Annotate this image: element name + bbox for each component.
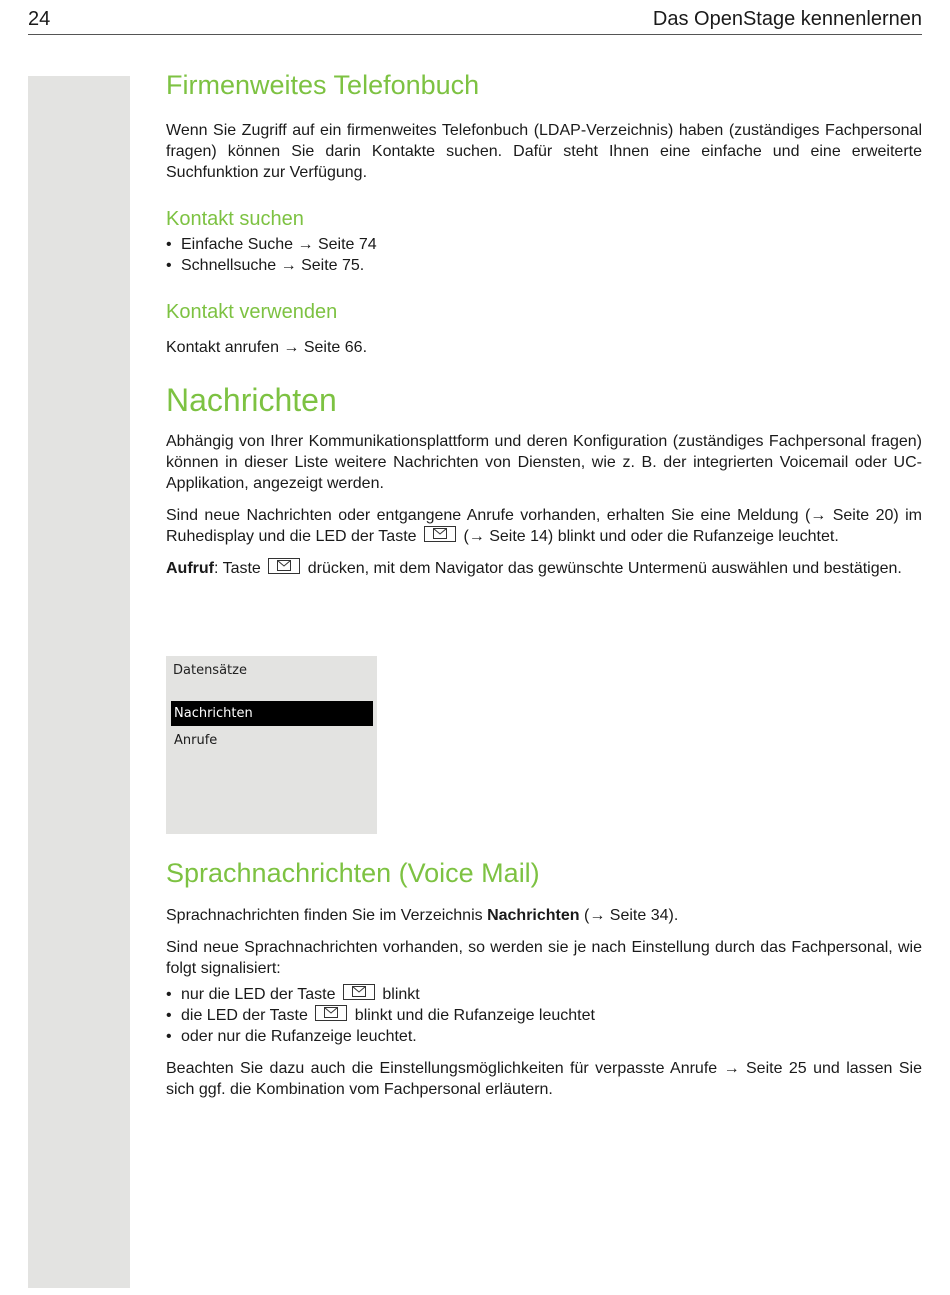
telefonbuch-intro: Wenn Sie Zugriff auf ein firmenweites Telefonbuch (LDAP-Verzeichnis) haben (zuständiges Fachpersonal fragen) können Sie darin Kontakte suchen. Dafür steht Ihnen eine einfache und eine erweiterte Suchfunktion zur Verfügung.	[166, 122, 922, 181]
nachrichten-p1: Abhängig von Ihrer Kommunikationsplattform und deren Konfiguration (zuständiges Fachpersonal fragen) können in dieser Liste weitere Nachrichten von Diensten, wie z. B. der integrierten Voicemail oder UC-Applikation, angezeigt werden.	[166, 433, 922, 492]
kontakt-suchen-list	[166, 234, 922, 276]
page-number: 24	[28, 8, 51, 30]
message-key-icon	[268, 558, 300, 574]
display-item-nachrichten[interactable]: Nachrichten	[171, 701, 373, 726]
text-span: : Taste	[213, 560, 261, 577]
list-item: • Schnellsuche → Seite 75.	[166, 255, 922, 276]
kontakt-verwenden-text: Kontakt anrufen → Seite 66.	[166, 339, 368, 356]
phone-display	[166, 656, 377, 834]
nachrichten-p3	[166, 558, 922, 579]
list-item: • oder nur die Rufanzeige leuchtet.	[166, 1026, 922, 1047]
aufruf-label: Aufruf	[166, 560, 214, 577]
chapter-title: Das OpenStage kennenlernen	[652, 8, 922, 30]
nachrichten-p2	[166, 505, 922, 547]
subheading-kontakt-verwenden: Kontakt verwenden	[166, 301, 338, 323]
main-content	[166, 66, 922, 579]
text-span: Sprachnachrichten finden Sie im Verzeichnis	[166, 907, 483, 924]
list-item	[166, 1005, 922, 1026]
list-item	[166, 984, 922, 1005]
section-heading-voicemail: Sprachnachrichten (Voice Mail)	[166, 858, 540, 888]
text-span: blinkt	[382, 986, 420, 1003]
text-span: nur die LED der Taste	[181, 986, 336, 1003]
voicemail-p1	[166, 905, 922, 926]
text-span: (→ Seite 14) blinkt und oder die Rufanzeige leuchtet.	[463, 528, 839, 545]
message-key-icon	[424, 526, 456, 542]
voicemail-section	[166, 858, 922, 1100]
text-span: drücken, mit dem Navigator das gewünschte Untermenü auswählen und bestätigen.	[307, 560, 902, 577]
section-heading-telefonbuch: Firmenweites Telefonbuch	[166, 70, 480, 100]
voicemail-signal-list	[166, 984, 922, 1047]
nachrichten-bold: Nachrichten	[487, 907, 580, 924]
sidebar-margin	[28, 76, 130, 1288]
page-header	[28, 6, 922, 35]
display-title: Datensätze	[173, 663, 247, 678]
voicemail-p3: Beachten Sie dazu auch die Einstellungsmöglichkeiten für verpasste Anrufe → Seite 25 und lassen Sie sich ggf. die Kombination vom Fachpersonal erläutern.	[166, 1060, 922, 1098]
text-span: (→ Seite 34).	[584, 907, 679, 924]
text-span: Sind neue Nachrichten oder entgangene Anrufe vorhanden, erhalten Sie eine Meldung (→ Seite 20) im Ruhedisplay und die LED der Taste	[166, 507, 922, 545]
list-item: • Einfache Suche → Seite 74	[166, 234, 922, 255]
display-item-anrufe[interactable]: Anrufe	[174, 733, 218, 748]
message-key-icon	[315, 1005, 347, 1021]
subheading-kontakt-suchen: Kontakt suchen	[166, 208, 304, 230]
message-key-icon	[343, 984, 375, 1000]
text-span: blinkt und die Rufanzeige leuchtet	[354, 1007, 595, 1024]
text-span: die LED der Taste	[181, 1007, 308, 1024]
voicemail-p2: Sind neue Sprachnachrichten vorhanden, so werden sie je nach Einstellung durch das Fachpersonal, wie folgt signalisiert:	[166, 939, 922, 977]
section-heading-nachrichten: Nachrichten	[166, 382, 337, 418]
